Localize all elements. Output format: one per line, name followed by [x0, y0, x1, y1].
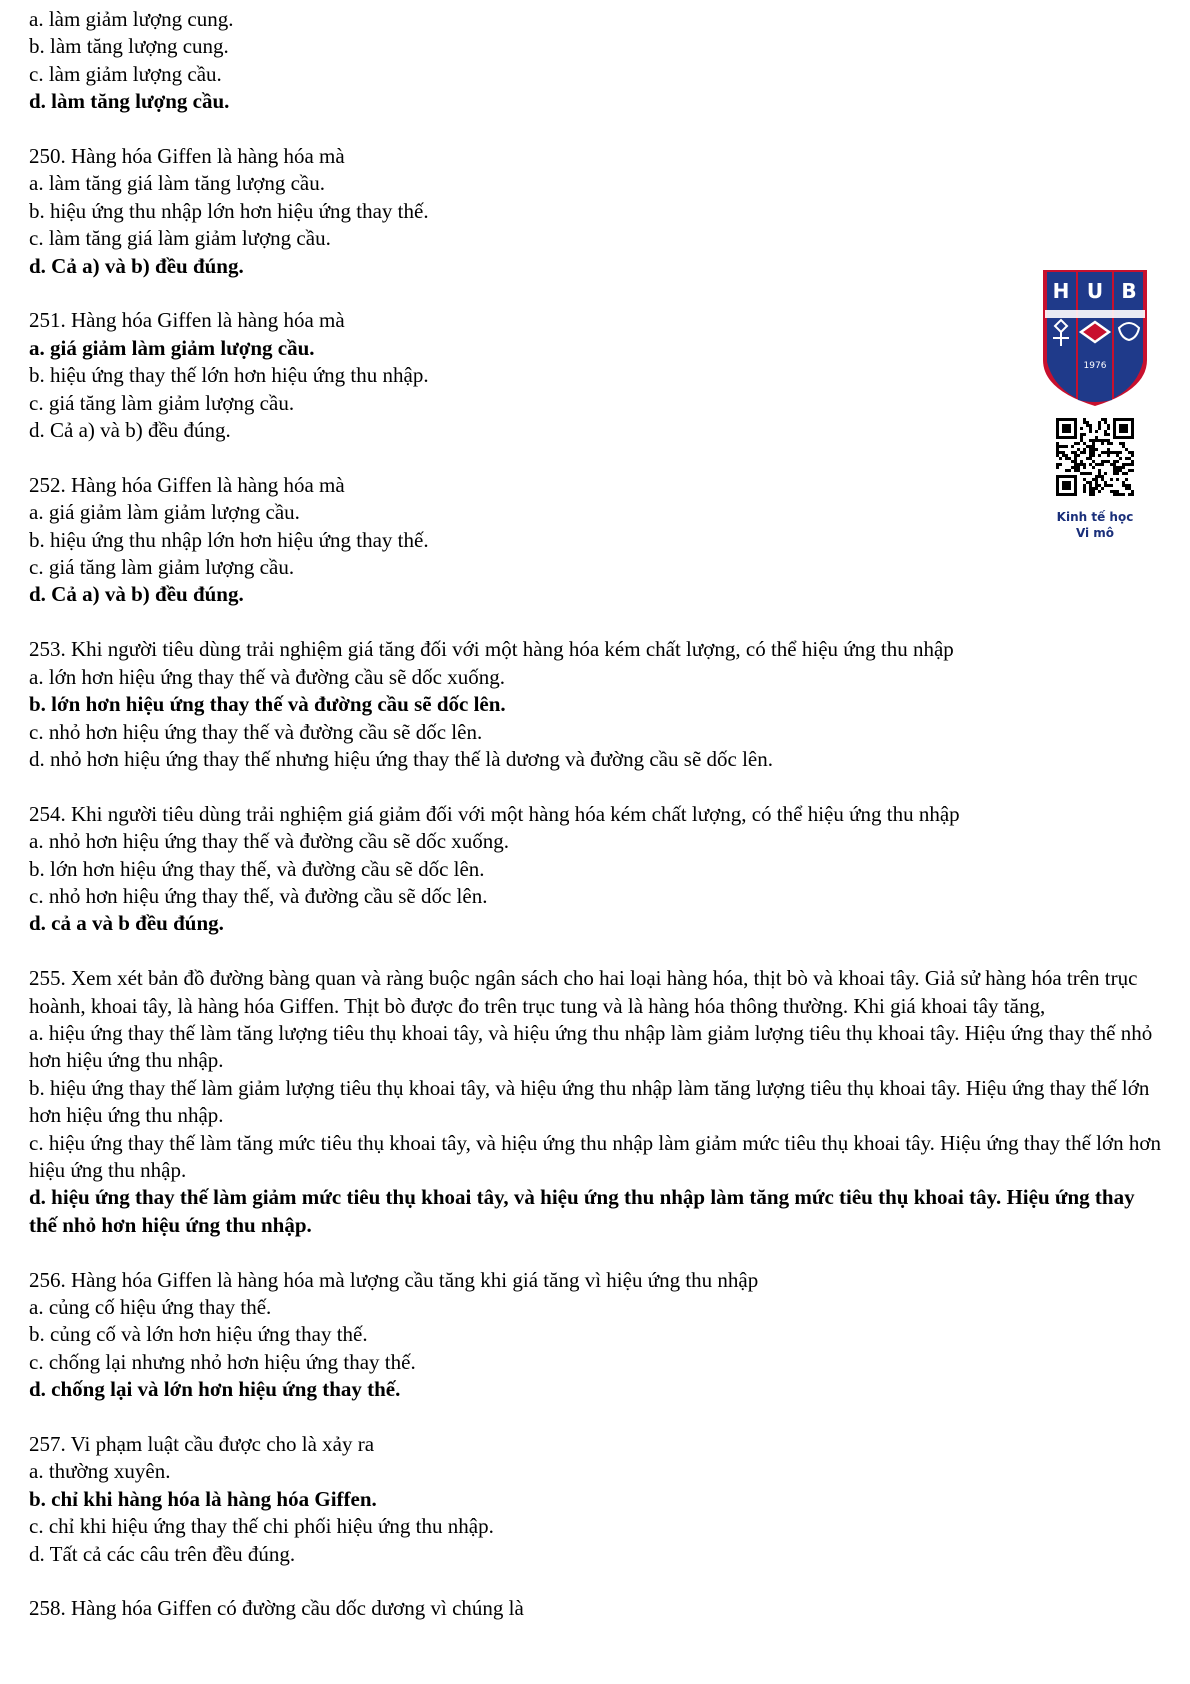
block-spacer [29, 1404, 1169, 1431]
answer-option: c. chống lại nhưng nhỏ hơn hiệu ứng thay thế. [29, 1349, 416, 1374]
question-list [29, 6, 1169, 1623]
answer-option: a. giá giảm làm giảm lượng cầu. [29, 500, 300, 525]
question-stem: 256. Hàng hóa Giffen là hàng hóa mà lượng cầu tăng khi giá tăng vì hiệu ứng thu nhập [29, 1267, 759, 1292]
block-spacer [29, 280, 1169, 307]
answer-option: a. củng cố hiệu ứng thay thế. [29, 1294, 272, 1319]
answer-option-correct: d. hiệu ứng thay thế làm giảm mức tiêu thụ khoai tây, và hiệu ứng thu nhập làm tăng mức tiêu thụ khoai tây. Hiệu ứng thay thế nhỏ hơn hiệu ứng thu nhập. [29, 1185, 1135, 1237]
question-stem: 252. Hàng hóa Giffen là hàng hóa mà [29, 472, 345, 497]
answer-option: c. hiệu ứng thay thế làm tăng mức tiêu thụ khoai tây, và hiệu ứng thu nhập làm giảm mức tiêu thụ khoai tây. Hiệu ứng thay thế lớn hơn hiệu ứng thu nhập. [29, 1130, 1161, 1182]
answer-option-correct: b. chỉ khi hàng hóa là hàng hóa Giffen. [29, 1486, 377, 1511]
logo-caption-level: Vi mô [1075, 526, 1115, 540]
question-block [29, 1595, 1169, 1622]
question-stem: 251. Hàng hóa Giffen là hàng hóa mà [29, 308, 345, 333]
answer-option: a. hiệu ứng thay thế làm tăng lượng tiêu thụ khoai tây, và hiệu ứng thu nhập làm giảm lượng tiêu thụ khoai tây. Hiệu ứng thay thế nhỏ hơn hiệu ứng thu nhập. [29, 1020, 1153, 1073]
answer-option-correct: d. Cả a) và b) đều đúng. [29, 253, 244, 278]
hub-logo-panel [1040, 268, 1150, 568]
answer-option: c. nhỏ hơn hiệu ứng thay thế, và đường cầu sẽ dốc lên. [29, 883, 488, 908]
answer-option: a. làm tăng giá làm tăng lượng cầu. [29, 171, 325, 196]
answer-option-correct: d. Cả a) và b) đều đúng. [29, 582, 244, 607]
block-spacer [29, 938, 1169, 965]
question-block [29, 965, 1169, 1239]
answer-option: d. Tất cả các câu trên đều đúng. [29, 1541, 296, 1566]
answer-option-correct: d. chống lại và lớn hơn hiệu ứng thay thế. [29, 1377, 401, 1402]
answer-option: a. lớn hơn hiệu ứng thay thế và đường cầu sẽ dốc xuống. [29, 664, 505, 689]
answer-option: c. nhỏ hơn hiệu ứng thay thế và đường cầu sẽ dốc lên. [29, 719, 483, 744]
answer-option: b. củng cố và lớn hơn hiệu ứng thay thế. [29, 1322, 368, 1347]
answer-option: c. làm tăng giá làm giảm lượng cầu. [29, 226, 331, 251]
block-spacer [29, 1568, 1169, 1595]
logo-letter-u: U [1086, 279, 1104, 303]
question-stem: 257. Vi phạm luật cầu được cho là xảy ra [29, 1432, 375, 1456]
question-stem: 250. Hàng hóa Giffen là hàng hóa mà [29, 144, 345, 169]
answer-option: a. nhỏ hơn hiệu ứng thay thế và đường cầu sẽ dốc xuống. [29, 829, 510, 854]
answer-option-correct: d. cả a và b đều đúng. [29, 911, 224, 936]
block-spacer [29, 609, 1169, 636]
question-block [29, 6, 1169, 116]
answer-option: a. làm giảm lượng cung. [29, 7, 234, 31]
question-block [29, 636, 1169, 773]
answer-option: d. nhỏ hơn hiệu ứng thay thế nhưng hiệu ứng thay thế là dương và đường cầu sẽ dốc lên. [29, 746, 773, 771]
answer-option: c. giá tăng làm giảm lượng cầu. [29, 555, 295, 580]
question-stem: 253. Khi người tiêu dùng trải nghiệm giá tăng đối với một hàng hóa kém chất lượng, có thể hiệu ứng thu nhập [29, 637, 954, 662]
answer-option: b. làm tăng lượng cung. [29, 34, 229, 59]
block-spacer [29, 444, 1169, 471]
logo-year: 1976 [1083, 361, 1107, 371]
question-block [29, 1267, 1169, 1404]
question-block [29, 1431, 1169, 1568]
answer-option-correct: b. lớn hơn hiệu ứng thay thế và đường cầu sẽ dốc lên. [29, 692, 506, 717]
question-block [29, 307, 1169, 444]
question-block [29, 801, 1169, 938]
question-block [29, 472, 1169, 609]
logo-letter-b: B [1121, 279, 1137, 303]
answer-option: c. giá tăng làm giảm lượng cầu. [29, 390, 295, 415]
answer-option: d. Cả a) và b) đều đúng. [29, 418, 231, 443]
answer-option: b. lớn hơn hiệu ứng thay thế, và đường cầu sẽ dốc lên. [29, 856, 485, 881]
qr-code-icon [1056, 418, 1134, 496]
block-spacer [29, 116, 1169, 143]
question-block [29, 143, 1169, 280]
hub-crest-logo [1041, 268, 1149, 408]
answer-option-correct: a. giá giảm làm giảm lượng cầu. [29, 335, 315, 360]
question-stem: 254. Khi người tiêu dùng trải nghiệm giá giảm đối với một hàng hóa kém chất lượng, có thể hiệu ứng thu nhập [29, 801, 960, 826]
answer-option: b. hiệu ứng thu nhập lớn hơn hiệu ứng thay thế. [29, 527, 429, 552]
block-spacer [29, 1239, 1169, 1266]
question-stem: 255. Xem xét bản đồ đường bàng quan và ràng buộc ngân sách cho hai loại hàng hóa, thịt bò và khoai tây. Giả sử hàng hóa trên trục hoành, khoai tây, là hàng hóa Giffen. Thịt bò được đo trên trục tung và là hàng hóa thông thường. Khi giá khoai tây tăng, [29, 966, 1138, 1018]
answer-option: c. chỉ khi hiệu ứng thay thế chi phối hiệu ứng thu nhập. [29, 1514, 494, 1539]
block-spacer [29, 773, 1169, 800]
answer-option: b. hiệu ứng thu nhập lớn hơn hiệu ứng thay thế. [29, 198, 429, 223]
question-stem: 258. Hàng hóa Giffen có đường cầu dốc dương vì chúng là [29, 1596, 524, 1621]
answer-option: b. hiệu ứng thay thế lớn hơn hiệu ứng thu nhập. [29, 363, 429, 388]
answer-option-correct: d. làm tăng lượng cầu. [29, 89, 230, 114]
answer-option: a. thường xuyên. [29, 1459, 171, 1484]
logo-letter-h: H [1052, 279, 1070, 303]
logo-caption-subject: Kinh tế học [1056, 510, 1134, 524]
answer-option: b. hiệu ứng thay thế làm giảm lượng tiêu thụ khoai tây, và hiệu ứng thu nhập làm tăng lượng tiêu thụ khoai tây. Hiệu ứng thay thế lớn hơn hiệu ứng thu nhập. [29, 1075, 1150, 1128]
answer-option: c. làm giảm lượng cầu. [29, 61, 222, 86]
